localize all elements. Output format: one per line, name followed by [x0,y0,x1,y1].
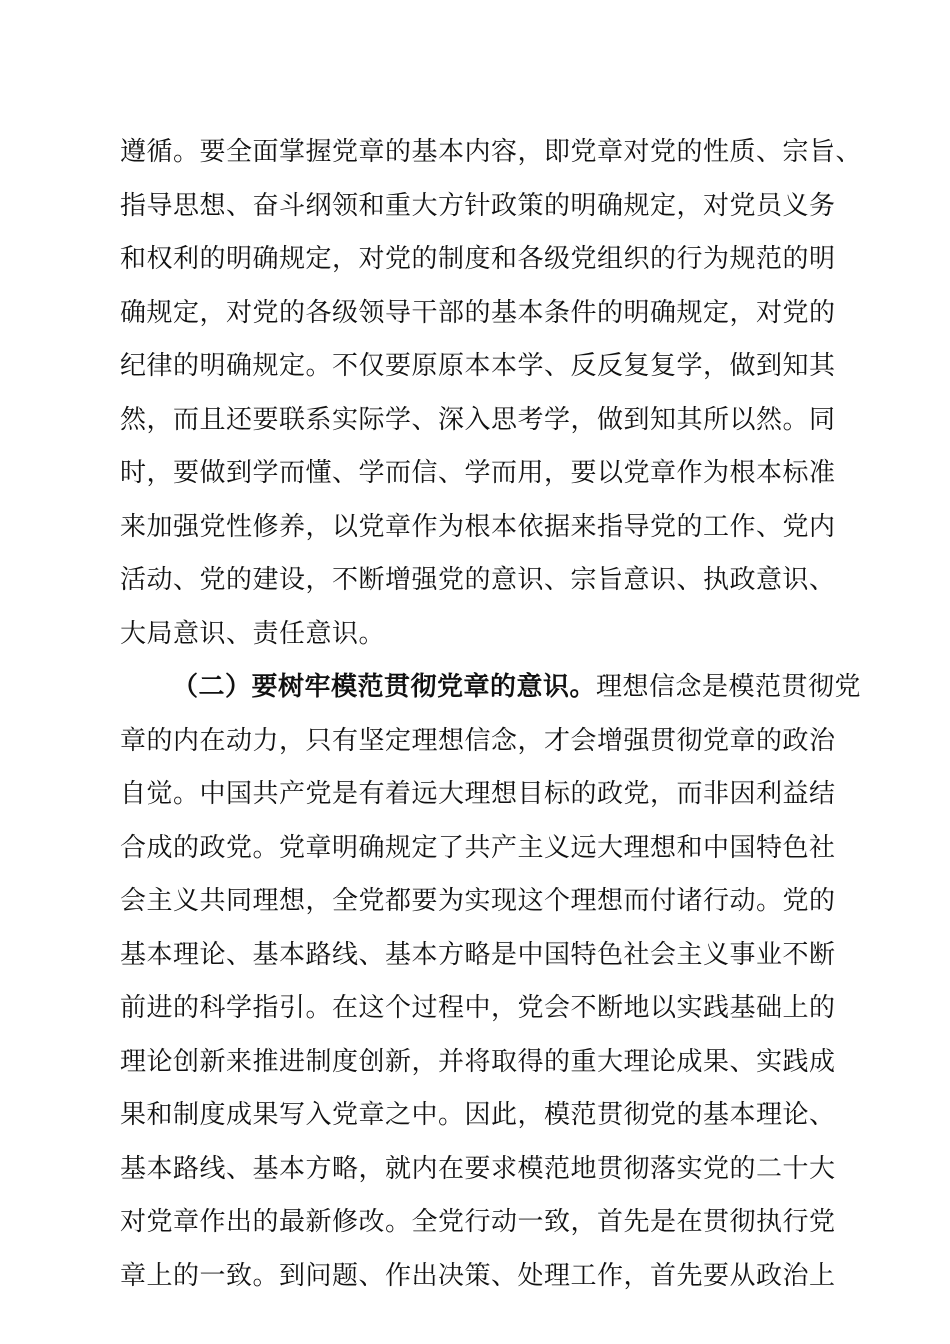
text-line: 纪律的明确规定。不仅要原原本本学、反反复复学，做到知其 [120,351,836,381]
text-line: 对党章作出的最新修改。全党行动一致，首先是在贯彻执行党 [120,1207,836,1237]
document-body [120,126,863,1303]
text-line: 会主义共同理想，全党都要为实现这个理想而付诸行动。党的 [120,886,836,916]
section-heading-line [120,661,862,715]
text-line: 活动、党的建设，不断增强党的意识、宗旨意识、执政意识、 [120,565,836,595]
text-line: 章上的一致。到问题、作出决策、处理工作，首先要从政治上 [120,1260,836,1291]
text-line: 来加强党性修养，以党章作为根本依据来指导党的工作、党内 [120,511,836,542]
text-line: 确规定，对党的各级领导干部的基本条件的明确规定，对党的 [120,297,836,328]
text-line: 时，要做到学而懂、学而信、学而用，要以党章作为根本标准 [120,458,836,488]
text-line: 指导思想、奋斗纲领和重大方针政策的明确规定，对党员义务 [120,190,836,221]
text-line: 合成的政党。党章明确规定了共产主义远大理想和中国特色社 [120,832,836,863]
text-line: 果和制度成果写入党章之中。因此，模范贯彻党的基本理论、 [120,1100,836,1130]
section-heading: （二）要树牢模范贯彻党章的意识。 [172,672,597,702]
section-heading-rest: 理想信念是模范贯彻党 [596,672,862,702]
text-line: 基本路线、基本方略，就内在要求模范地贯彻落实党的二十大 [120,1153,836,1184]
text-line: 基本理论、基本路线、基本方略是中国特色社会主义事业不断 [120,939,836,970]
text-line: 大局意识、责任意识。 [120,618,386,649]
text-line: 前进的科学指引。在这个过程中，党会不断地以实践基础上的 [120,993,836,1023]
text-line: 章的内在动力，只有坚定理想信念，才会增强贯彻党章的政治 [120,725,836,756]
text-line: 自觉。中国共产党是有着远大理想目标的政党，而非因利益结 [120,779,836,809]
text-line: 遵循。要全面掌握党章的基本内容，即党章对党的性质、宗旨、 [120,137,863,167]
text-line: 然，而且还要联系实际学、深入思考学，做到知其所以然。同 [120,404,836,435]
text-line: 和权利的明确规定，对党的制度和各级党组织的行为规范的明 [120,244,836,274]
text-line: 理论创新来推进制度创新，并将取得的重大理论成果、实践成 [120,1046,836,1077]
